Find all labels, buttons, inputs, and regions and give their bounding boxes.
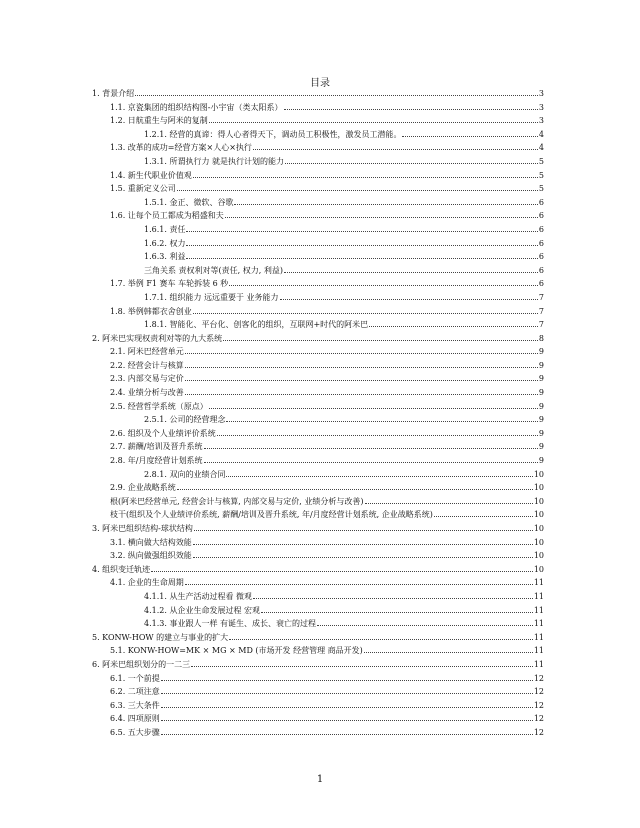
toc-entry-page: 7 [538,320,544,330]
toc-leader-dots [185,584,533,585]
toc-entry[interactable] [92,495,544,509]
toc-leader-dots [194,530,533,531]
toc-entry-page: 3 [538,116,544,126]
toc-entry[interactable] [92,318,544,332]
toc-entry-page: 10 [533,469,544,479]
toc-leader-dots [193,544,533,545]
toc-leader-dots [161,720,533,721]
toc-entry-page: 10 [533,551,544,561]
toc-entry[interactable] [92,617,544,631]
toc-entry[interactable] [92,454,544,468]
toc-entry-page: 10 [533,510,544,520]
toc-entry-page: 10 [533,564,544,574]
toc-leader-dots [185,380,538,381]
toc-entry-label: 2.8.1. 双向的业绩合同 [144,469,226,479]
toc-entry[interactable] [92,522,544,536]
toc-leader-dots [229,285,538,286]
toc-leader-dots [217,435,538,436]
toc-entry-label: 2.9. 企业战略系统 [110,483,176,493]
toc-entry[interactable] [92,712,544,726]
toc-leader-dots [186,231,537,232]
toc-entry-page: 6 [538,238,544,248]
toc-entry-label: 6.4. 四项原则 [110,714,160,724]
toc-leader-dots [161,734,533,735]
toc-entry-label: 1.1. 京瓷集团的组织结构图-小宇宙（类太阳系） [110,102,283,112]
toc-entry-page: 3 [538,89,544,98]
toc-entry-page: 9 [538,374,544,384]
toc-entry-label: 3. 阿米巴组织结构-球状结构 [92,524,193,533]
toc-leader-dots [253,598,533,599]
toc-leader-dots [364,652,533,653]
toc-entry-label: 根(阿米巴经营单元, 经营会计与核算, 内部交易与定价, 业绩分析与改善) [110,496,364,506]
toc-entry[interactable] [92,305,544,319]
toc-entry[interactable] [92,563,544,577]
toc-entry-page: 9 [538,401,544,411]
toc-entry[interactable] [92,128,544,142]
page-number: 1 [316,774,324,785]
toc-entry-page: 11 [533,632,544,642]
toc-entry[interactable] [92,223,544,237]
toc-entry-label: 1.5. 重新定义公司 [110,184,176,194]
toc-entry[interactable] [92,250,544,264]
toc-leader-dots [204,462,538,463]
toc-entry[interactable] [92,386,544,400]
toc-leader-dots [223,340,538,341]
toc-entry-label: 2.1. 阿米巴经营单元 [110,347,184,357]
toc-entry-label: 1.6. 让每个员工都成为稻盛和夫 [110,211,224,221]
toc-entry-page: 9 [538,442,544,452]
toc-entry[interactable] [92,400,544,414]
toc-leader-dots [185,353,538,354]
toc-entry-label: 3.1. 横向做大结构效能 [110,537,192,547]
toc-entry-page: 5 [538,184,544,194]
toc-entry-label: 枝干(组织及个人业绩评价系统, 薪酬/培训及晋升系统, 年/月度经营计划系统, 企业战略系统) [110,510,433,520]
toc-leader-dots [135,95,538,96]
toc-entry-page: 11 [533,646,544,656]
toc-entry-page: 6 [538,224,544,234]
toc-leader-dots [177,190,538,191]
toc-entry[interactable] [92,196,544,210]
toc-entry-page: 9 [538,347,544,357]
toc-leader-dots [280,299,538,300]
toc-entry-page: 12 [533,687,544,697]
toc-entry[interactable] [92,332,544,346]
toc-entry-label: 1.2.1. 经营的真谛：得人心者得天下，调动员工积极性，激发员工潜能。 [144,129,402,139]
toc-entry-page: 11 [533,619,544,629]
toc-entry[interactable] [92,590,544,604]
toc-entry-page: 9 [538,388,544,398]
toc-leader-dots [185,367,538,368]
toc-entry-page: 7 [538,306,544,316]
toc-leader-dots [209,408,538,409]
toc-entry-page: 5 [538,170,544,180]
toc-entry[interactable] [92,359,544,373]
toc-entry-label: 1.3.1. 所谓执行力 就是执行计划的能力 [144,156,284,166]
toc-entry-label: 2.6. 组织及个人业绩评价系统 [110,428,216,438]
toc-entry[interactable] [92,481,544,495]
toc-entry[interactable] [92,237,544,251]
toc-leader-dots [226,476,532,477]
toc-entry-label: 1. 背景介绍 [92,89,135,98]
toc-leader-dots [204,448,538,449]
toc-entry-page: 11 [533,591,544,601]
toc-entry-page: 11 [533,659,544,669]
toc-entry-label: 4. 组织变迁轨迹 [92,564,151,574]
toc-leader-dots [177,489,533,490]
toc-entry-label: 2.8. 年/月度经营计划系统 [110,456,203,466]
toc-entry-page: 12 [533,714,544,724]
toc-leader-dots [193,313,538,314]
toc-entry[interactable] [92,277,544,291]
toc-entry-label: 1.8. 举例韩都衣舍创业 [110,306,192,316]
toc-leader-dots [253,149,538,150]
toc-entry-page: 10 [533,537,544,547]
toc-entry-label: 1.4. 新生代职业价值观 [110,170,192,180]
toc-entry[interactable] [92,114,544,128]
toc-leader-dots [369,326,538,327]
toc-leader-dots [234,204,537,205]
toc-entry-label: 6.3. 三大条件 [110,700,160,710]
toc-entry-page: 7 [538,292,544,302]
toc-leader-dots [226,421,537,422]
toc-entry[interactable] [92,658,544,672]
toc-entry[interactable] [92,155,544,169]
toc-leader-dots [151,571,533,572]
toc-entry-page: 6 [538,197,544,207]
toc-leader-dots [193,177,538,178]
page-title: 目录 [310,78,330,89]
toc-entry-page: 6 [538,265,544,275]
toc-entry-label: 6. 阿米巴组织划分的一二三 [92,659,191,669]
toc-entry-label: 三角关系 责权利对等(责任, 权力, 利益) [144,265,283,275]
toc-entry-label: 6.1. 一个前提 [110,673,160,683]
toc-entry[interactable] [92,87,544,101]
toc-entry-page: 12 [533,700,544,710]
toc-leader-dots [191,666,533,667]
toc-leader-dots [161,707,533,708]
toc-entry-page: 10 [533,496,544,506]
toc-entry-page: 10 [533,483,544,493]
toc-leader-dots [402,136,537,137]
toc-leader-dots [434,516,533,517]
toc-entry-label: 5.1. KONW-HOW=MK × MG × MD (市场开发 经营管理 商品开发) [110,646,363,656]
toc-entry-label: 2.7. 薪酬/培训及晋升系统 [110,442,203,452]
toc-entry-page: 9 [538,428,544,438]
toc-entry-label: 2. 阿米巴实现权责利对等的九大系统 [92,333,223,343]
toc-entry-label: 6.2. 二项注意 [110,687,160,697]
toc-entry[interactable] [92,536,544,550]
toc-entry-page: 12 [533,673,544,683]
toc-entry-label: 6.5. 五大步骤 [110,727,160,737]
toc-entry-label: 1.6.1. 责任 [144,224,186,234]
toc-entry[interactable] [92,345,544,359]
toc-entry-page: 4 [538,143,544,153]
toc-entry[interactable] [92,549,544,563]
toc-entry-label: 2.3. 内部交易与定价 [110,374,184,384]
toc-entry[interactable] [92,699,544,713]
toc-entry-label: 4.1.1. 从生产活动过程看 微观 [144,591,252,601]
toc-entry[interactable] [92,726,544,740]
toc-entry-page: 9 [538,415,544,425]
toc-leader-dots [365,503,533,504]
toc-leader-dots [186,258,537,259]
toc-entry-label: 4.1.2. 从企业生命发展过程 宏观 [144,605,260,615]
toc-entry[interactable] [92,182,544,196]
toc-entry[interactable] [92,631,544,645]
toc-entry-page: 6 [538,252,544,262]
toc-entry-page: 8 [538,333,544,343]
toc-entry-label: 2.2. 经营会计与核算 [110,360,184,370]
toc-leader-dots [284,272,538,273]
toc-entry-page: 6 [538,211,544,221]
toc-entry[interactable] [92,604,544,618]
toc-entry-label: 2.5.1. 公司的经营理念 [144,415,226,425]
toc-entry-label: 4.1.3. 事业跟人一样 有诞生、成长、衰亡的过程 [144,619,316,629]
toc-entry-page: 11 [533,578,544,588]
toc-entry-label: 1.7. 举例 F1 赛车 车轮拆装 6 秒 [110,279,229,289]
toc-entry-label: 5. KONW-HOW 的建立与事业的扩大 [92,632,229,642]
toc-entry-page: 9 [538,456,544,466]
toc-entry[interactable] [92,427,544,441]
toc-entry-label: 1.6.2. 权力 [144,238,186,248]
toc-entry[interactable] [92,169,544,183]
toc-entry[interactable] [92,291,544,305]
toc-entry-page: 12 [533,727,544,737]
toc-entry-label: 1.8.1. 智能化、平台化、创客化的组织，互联网+时代的阿米巴 [144,320,369,330]
toc-entry-label: 1.3. 改革的成功=经营方案×人心×执行 [110,143,252,153]
toc-entry[interactable] [92,101,544,115]
toc-entry-page: 6 [538,279,544,289]
toc-entry-page: 3 [538,102,544,112]
toc-entry-page: 10 [533,524,544,533]
toc-leader-dots [225,217,538,218]
toc-entry-label: 3.2. 纵向做强组织效能 [110,551,192,561]
toc-leader-dots [193,557,533,558]
toc-entry[interactable] [92,468,544,482]
toc-leader-dots [229,639,533,640]
toc-leader-dots [186,245,537,246]
toc-leader-dots [285,163,538,164]
toc-leader-dots [317,625,533,626]
toc-leader-dots [161,680,533,681]
toc-entry-label: 4.1. 企业的生命周期 [110,578,184,588]
toc-entry[interactable] [92,413,544,427]
toc-entry[interactable] [92,672,544,686]
toc-entry-page: 9 [538,360,544,370]
toc-entry[interactable] [92,644,544,658]
toc-entry[interactable] [92,372,544,386]
toc-entry-label: 1.5.1. 金正、微软、谷歌 [144,197,234,207]
toc-leader-dots [209,122,538,123]
toc-entry[interactable] [92,440,544,454]
toc-entry-page: 5 [538,156,544,166]
toc-entry-label: 1.2. 日航重生与阿米的复制 [110,116,208,126]
toc-leader-dots [161,693,533,694]
toc-entry[interactable] [92,685,544,699]
toc-entry-page: 11 [533,605,544,615]
toc-entry-label: 2.5. 经营哲学系统（原点） [110,401,208,411]
toc-entry-label: 2.4. 业绩分析与改善 [110,388,184,398]
toc-leader-dots [261,612,533,613]
toc-entry[interactable] [92,209,544,223]
toc-entry[interactable] [92,508,544,522]
toc-entry-label: 1.6.3. 利益 [144,252,186,262]
toc-entry-label: 1.7.1. 组织能力 远远重要于 业务能力 [144,292,279,302]
toc-leader-dots [284,109,538,110]
toc-entry-page: 4 [538,129,544,139]
toc-entry[interactable] [92,264,544,278]
toc-entry[interactable] [92,141,544,155]
toc-entry[interactable] [92,576,544,590]
toc-leader-dots [185,394,538,395]
table-of-contents [92,87,544,740]
